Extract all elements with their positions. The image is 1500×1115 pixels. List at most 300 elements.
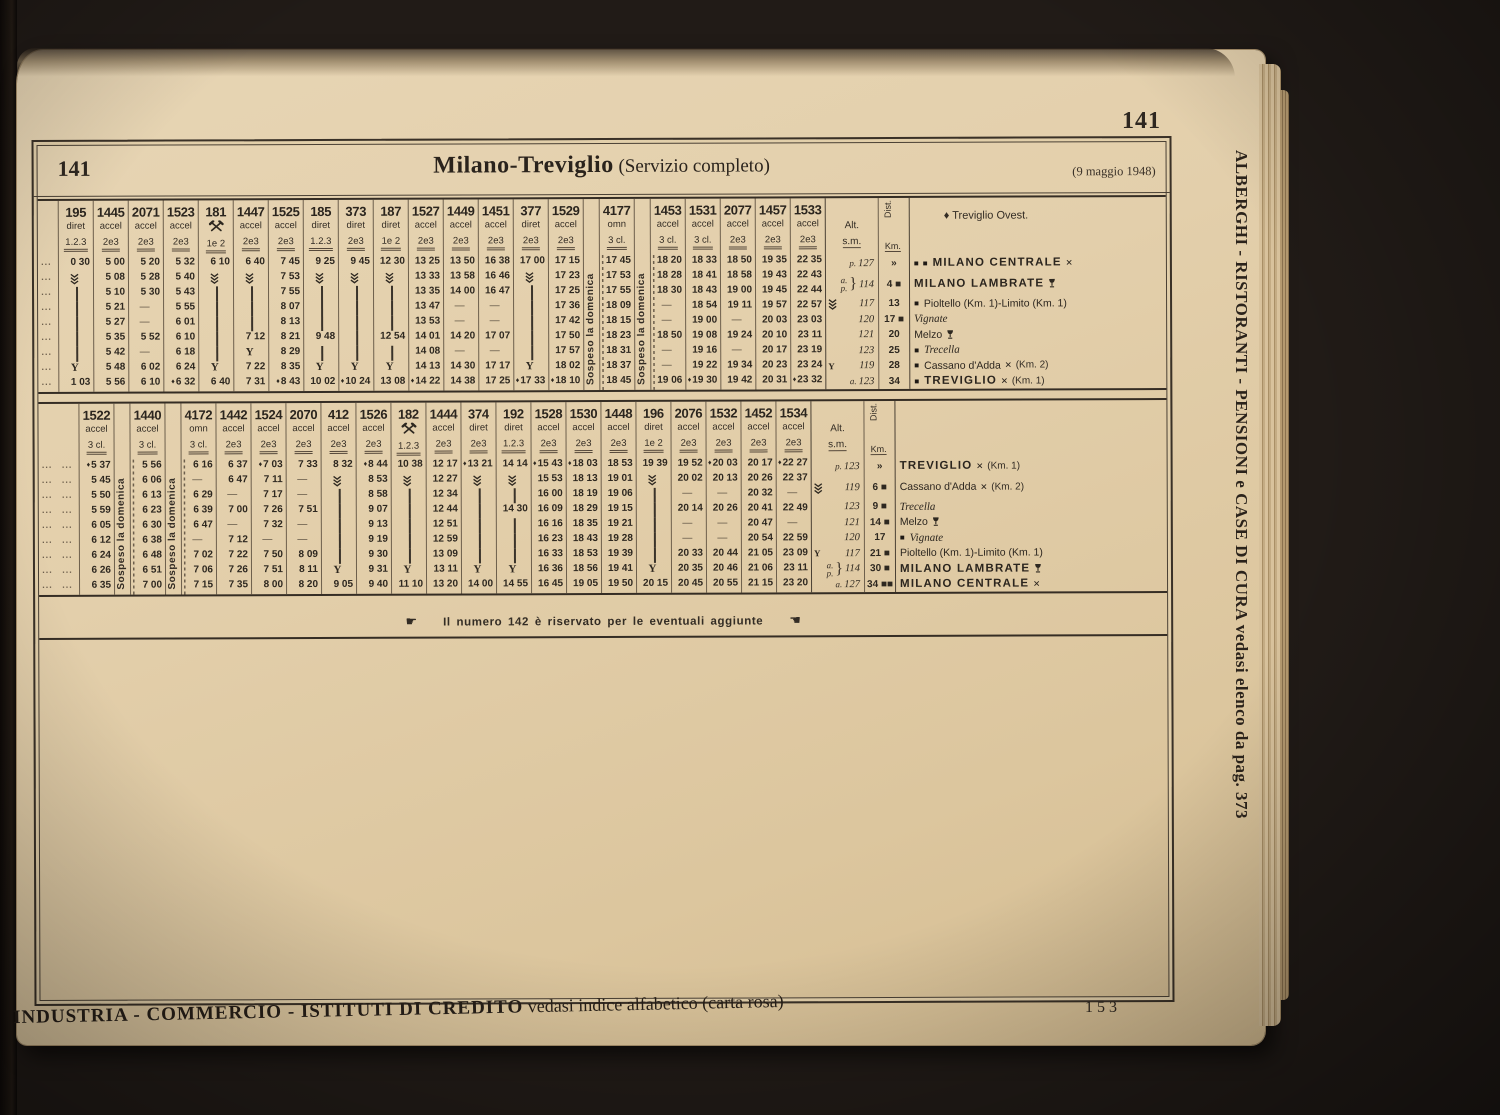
time-cell: 22 43 bbox=[796, 269, 822, 281]
time-cell: 19 24 bbox=[727, 329, 753, 341]
train-column-1440 bbox=[129, 404, 165, 595]
train-column-header bbox=[129, 201, 163, 257]
time-cell: 6 01 bbox=[175, 316, 196, 328]
time-cell: 9 13 bbox=[368, 518, 388, 530]
train-category: accel bbox=[537, 422, 560, 434]
dots-header bbox=[58, 404, 78, 460]
time-cell: ♦20 03 bbox=[708, 457, 738, 469]
time-cell bbox=[234, 286, 268, 301]
time-cell bbox=[444, 345, 478, 360]
train-classes: 2e3 bbox=[750, 437, 768, 452]
train-times bbox=[269, 256, 303, 391]
train-number: 4172 bbox=[184, 407, 213, 423]
arrow-fletching-icon bbox=[199, 271, 233, 286]
dots-body bbox=[39, 460, 59, 595]
station-row bbox=[900, 560, 1167, 576]
time-cell: 19 42 bbox=[727, 374, 753, 386]
row-dots: ... bbox=[62, 579, 73, 590]
altitude-row bbox=[812, 475, 864, 499]
train-number: 377 bbox=[520, 203, 542, 219]
train-number: 2076 bbox=[674, 405, 703, 421]
nonstop-arrow-shaft bbox=[339, 549, 341, 564]
arrow-fork-end-icon: Y bbox=[828, 360, 835, 371]
note-text: Il numero 142 è riservato per le eventuali aggiunte bbox=[443, 615, 764, 629]
side-margin-advert: ALBERGHI - RISTORANTI - PENSIONI e CASE DI CURA vedasi elenco da pag. 373 bbox=[1232, 150, 1251, 820]
train-column-header bbox=[79, 404, 113, 460]
time-cell: 5 00 bbox=[105, 256, 125, 268]
train-times bbox=[672, 458, 706, 593]
time-cell: 6 35 bbox=[91, 579, 112, 591]
altitude-value: 117 bbox=[859, 298, 875, 310]
time-cell: 5 56 bbox=[142, 459, 162, 471]
train-number: 1531 bbox=[688, 202, 717, 218]
train-category: accel bbox=[691, 218, 714, 230]
time-cell: 18 41 bbox=[691, 269, 717, 281]
row-dots: ... bbox=[41, 331, 52, 342]
nonstop-arrow-shaft bbox=[356, 286, 358, 301]
station-name: Vignate bbox=[909, 531, 944, 544]
page-stack-edges bbox=[1259, 64, 1281, 1026]
train-number: 1529 bbox=[551, 203, 580, 219]
distance-column bbox=[878, 198, 910, 389]
time-cell: 7 53 bbox=[280, 271, 300, 283]
train-number: 373 bbox=[345, 203, 367, 219]
train-column-header bbox=[59, 201, 93, 257]
time-cell: 16 09 bbox=[537, 503, 563, 515]
train-column-header bbox=[216, 403, 250, 459]
train-column-header bbox=[531, 402, 565, 458]
station-name: MILANO CENTRALE bbox=[900, 577, 1030, 591]
time-cell: 18 31 bbox=[606, 344, 632, 356]
time-cell: 6 30 bbox=[142, 519, 162, 531]
time-cell bbox=[721, 314, 755, 329]
time-cell bbox=[199, 301, 233, 316]
distance-row: 13 bbox=[888, 298, 900, 310]
time-cell: 22 57 bbox=[797, 299, 823, 311]
train-times bbox=[444, 255, 478, 390]
time-cell: 16 16 bbox=[537, 518, 563, 530]
time-cell: 7 26 bbox=[228, 564, 249, 576]
train-column-header bbox=[356, 403, 390, 459]
time-cell: 22 49 bbox=[782, 502, 808, 514]
time-cell: 17 57 bbox=[555, 345, 581, 357]
train-category: diret bbox=[346, 219, 366, 231]
train-number: 1452 bbox=[744, 405, 773, 421]
train-category: omn bbox=[607, 218, 627, 230]
nonstop-arrow-shaft bbox=[531, 315, 533, 330]
time-cell: 22 44 bbox=[796, 284, 823, 296]
altitude-value: 119 bbox=[844, 481, 860, 493]
altitude-value: 121 bbox=[844, 516, 860, 528]
row-dots: ... bbox=[41, 316, 52, 327]
treviglio-ovest-diamond-icon: ♦ bbox=[687, 376, 692, 384]
train-column-header bbox=[269, 200, 303, 256]
time-cell: 6 48 bbox=[142, 549, 162, 561]
treviglio-ovest-diamond-icon: ♦ bbox=[550, 377, 555, 385]
time-cell: 19 43 bbox=[761, 269, 787, 281]
nonstop-arrow-shaft bbox=[409, 504, 411, 519]
station-row bbox=[914, 373, 1166, 389]
altitude-row bbox=[812, 499, 864, 515]
time-cell: 19 34 bbox=[727, 359, 753, 371]
station-name: MILANO LAMBRATE bbox=[899, 562, 1031, 575]
time-cell: 6 29 bbox=[193, 489, 213, 501]
time-cell: ♦19 30 bbox=[687, 374, 718, 386]
train-number: 1527 bbox=[411, 203, 440, 219]
time-cell: 5 59 bbox=[91, 504, 111, 516]
station-row bbox=[900, 498, 1167, 514]
nonstop-arrow-shaft bbox=[409, 519, 411, 534]
time-cell: 16 23 bbox=[537, 533, 563, 545]
time-cell: 9 30 bbox=[368, 548, 388, 560]
time-cell bbox=[392, 519, 426, 534]
time-cell: 14 30 bbox=[502, 503, 528, 515]
train-column-header bbox=[686, 199, 720, 255]
train-classes: 2e3 bbox=[277, 236, 295, 251]
nonstop-arrow-shaft bbox=[76, 302, 78, 317]
time-cell bbox=[59, 317, 93, 332]
train-classes: 3 cl. bbox=[693, 235, 712, 250]
treviglio-ovest-diamond-icon: ♦ bbox=[340, 377, 345, 385]
time-cell: 1 03 bbox=[70, 376, 91, 388]
time-cell: 13 11 bbox=[433, 563, 459, 575]
time-cell bbox=[514, 360, 548, 375]
row-dots: ... bbox=[62, 564, 73, 575]
train-column-header bbox=[304, 200, 338, 256]
arrow-fork-end-icon: Y bbox=[350, 360, 359, 373]
time-cell: 13 08 bbox=[380, 375, 406, 387]
train-category: accel bbox=[99, 220, 122, 232]
train-classes: 1.2.3 bbox=[397, 441, 420, 456]
time-cell: ♦7 03 bbox=[258, 459, 283, 471]
time-cell: 8 58 bbox=[368, 488, 388, 500]
time-cell: 8 29 bbox=[280, 346, 301, 358]
train-column-header bbox=[251, 403, 285, 459]
time-cell: 10 38 bbox=[397, 458, 423, 470]
train-column-header bbox=[181, 403, 215, 459]
time-cell: 18 53 bbox=[607, 457, 633, 469]
train-classes: 3 cl. bbox=[189, 439, 208, 454]
row-dots: ... bbox=[41, 271, 52, 282]
time-cell: 14 00 bbox=[449, 285, 476, 297]
time-cell: 17 25 bbox=[485, 375, 511, 387]
train-column-header bbox=[776, 401, 810, 457]
train-column-373 bbox=[338, 200, 374, 391]
time-cell: 18 23 bbox=[606, 329, 632, 341]
nonstop-arrow-shaft bbox=[514, 548, 516, 563]
row-dots: ... bbox=[42, 549, 53, 560]
service-squares-icon: ■ bbox=[914, 299, 920, 309]
train-column-1529 bbox=[548, 199, 584, 390]
time-cell bbox=[217, 489, 251, 504]
time-cell bbox=[637, 533, 671, 548]
time-cell bbox=[672, 488, 706, 503]
time-cell: 8 11 bbox=[299, 563, 319, 576]
train-times bbox=[600, 255, 634, 390]
time-cell: 18 20 bbox=[656, 254, 682, 266]
time-cell: 23 11 bbox=[783, 562, 809, 574]
no-stop-dash: — bbox=[454, 315, 465, 327]
train-classes: 2e3 bbox=[102, 237, 120, 252]
nonstop-arrow-shaft bbox=[251, 301, 253, 316]
train-number: 187 bbox=[380, 203, 402, 219]
time-cell bbox=[392, 564, 426, 579]
time-cell bbox=[514, 330, 548, 345]
timetable-milano-to-treviglio bbox=[38, 195, 1167, 394]
time-cell: 7 51 bbox=[298, 503, 318, 516]
time-cell: 14 55 bbox=[502, 578, 529, 590]
train-column-1452 bbox=[740, 401, 776, 592]
train-classes: 1.2.3 bbox=[502, 438, 525, 453]
time-cell: 17 50 bbox=[555, 330, 581, 342]
nonstop-arrow-shaft bbox=[391, 301, 393, 316]
route-title: Milano-Treviglio bbox=[433, 151, 614, 179]
train-category: omn bbox=[189, 423, 208, 435]
arrow-fork-end-icon: Y bbox=[245, 346, 254, 359]
no-stop-dash: — bbox=[297, 519, 308, 531]
reserved-number-note bbox=[39, 604, 1167, 640]
nonstop-arrow-shaft bbox=[391, 346, 393, 361]
train-number: 1451 bbox=[481, 203, 510, 219]
train-column-header bbox=[706, 402, 740, 458]
train-category: accel bbox=[796, 218, 819, 230]
arrow-fork-end-icon: Y bbox=[70, 361, 79, 374]
time-cell: 13 20 bbox=[432, 578, 459, 590]
train-times bbox=[217, 459, 251, 594]
time-cell: ♦8 43 bbox=[276, 376, 301, 388]
nonstop-arrow-shaft bbox=[216, 346, 218, 361]
train-column-1447 bbox=[233, 200, 269, 391]
train-number: 1457 bbox=[758, 202, 787, 218]
train-column-1534 bbox=[775, 401, 811, 592]
time-cell: 18 54 bbox=[692, 299, 718, 311]
train-classes: 2e3 bbox=[785, 437, 803, 452]
train-column-185 bbox=[303, 200, 339, 391]
time-cell: ♦8 44 bbox=[363, 458, 388, 470]
altitude-value: 123 bbox=[858, 375, 875, 387]
train-column-1449 bbox=[443, 199, 479, 390]
time-cell: 7 35 bbox=[228, 579, 249, 591]
train-column-header bbox=[234, 200, 268, 256]
time-cell bbox=[339, 346, 373, 361]
train-column-header bbox=[286, 403, 320, 459]
time-cell: 18 29 bbox=[572, 503, 598, 515]
nonstop-arrow-shaft bbox=[356, 316, 358, 331]
service-squares-icon: ■ bbox=[914, 345, 921, 355]
train-number: 2077 bbox=[723, 202, 752, 218]
station-row bbox=[914, 326, 1166, 342]
time-cell bbox=[287, 489, 321, 504]
station-row bbox=[900, 576, 1167, 592]
treviglio-ovest-diamond-icon: ♦ bbox=[258, 461, 263, 469]
row-dots: ... bbox=[42, 519, 53, 530]
time-cell: ♦22 27 bbox=[778, 457, 808, 469]
time-cell: 8 53 bbox=[368, 473, 388, 485]
train-column-header bbox=[339, 200, 373, 256]
page-number-bottom: 153 bbox=[1085, 999, 1121, 1016]
station-name: MILANO CENTRALE bbox=[932, 256, 1062, 269]
distance-row: 30 ■ bbox=[869, 563, 890, 575]
altitude-header bbox=[811, 401, 863, 457]
treviglio-ovest-diamond-icon: ♦ bbox=[778, 459, 782, 467]
altitude-value: 119 bbox=[859, 360, 875, 372]
time-cell: 14 30 bbox=[450, 360, 476, 372]
time-cell: 20 17 bbox=[762, 344, 788, 356]
arrow-fletching-icon bbox=[339, 271, 373, 286]
time-cell: 18 19 bbox=[572, 488, 598, 500]
altitude-row bbox=[812, 561, 864, 577]
time-cell bbox=[392, 549, 426, 564]
time-cell: 5 50 bbox=[91, 489, 111, 501]
time-cell bbox=[514, 285, 548, 300]
treviglio-ovest-note: ♦ Treviglio Ovest. bbox=[943, 209, 1029, 222]
distance-row: 34 ■■ bbox=[867, 578, 894, 590]
station-name: MILANO LAMBRATE bbox=[913, 277, 1045, 290]
train-times bbox=[549, 255, 583, 390]
time-cell bbox=[234, 316, 268, 331]
time-cell bbox=[199, 286, 233, 301]
row-dots-column bbox=[38, 201, 59, 392]
altitude-column bbox=[810, 401, 864, 592]
station-row bbox=[914, 311, 1166, 327]
time-cell bbox=[304, 286, 338, 301]
time-cell: 21 06 bbox=[747, 562, 774, 574]
time-cell: 23 19 bbox=[797, 344, 823, 356]
time-cell: 13 47 bbox=[415, 300, 441, 312]
train-times bbox=[637, 458, 671, 593]
train-number: 1525 bbox=[271, 204, 300, 220]
train-column-header bbox=[756, 198, 790, 254]
suspended-sunday-column bbox=[634, 199, 651, 390]
train-classes: 2e3 bbox=[470, 438, 488, 453]
train-category: diret bbox=[644, 421, 663, 433]
buffet-goblet-icon bbox=[1044, 277, 1056, 289]
time-cell: 14 08 bbox=[415, 345, 441, 357]
time-cell: 20 14 bbox=[677, 502, 703, 514]
time-cell: 7 22 bbox=[228, 549, 248, 561]
nonstop-arrow-shaft bbox=[409, 534, 411, 549]
train-column-header bbox=[651, 199, 685, 255]
time-cell: 14 14 bbox=[502, 458, 528, 470]
time-cell: 8 13 bbox=[280, 316, 301, 328]
time-cell: 16 47 bbox=[484, 285, 511, 297]
train-classes: 2e3 bbox=[435, 439, 453, 454]
time-cell: 22 37 bbox=[782, 472, 808, 484]
train-column-195 bbox=[58, 201, 94, 392]
time-cell bbox=[374, 346, 408, 361]
train-times bbox=[602, 458, 636, 593]
valid-from-date: (9 maggio 1948) bbox=[1072, 164, 1156, 179]
time-cell: 5 21 bbox=[105, 301, 126, 313]
distance-row: 20 bbox=[888, 329, 900, 341]
time-cell: 18 56 bbox=[572, 563, 599, 575]
train-classes: 2e3 bbox=[575, 438, 593, 453]
time-cell bbox=[637, 563, 671, 578]
time-cell bbox=[777, 517, 811, 532]
no-stop-dash: — bbox=[682, 517, 693, 529]
no-stop-dash: — bbox=[787, 517, 798, 529]
time-cell bbox=[672, 533, 706, 548]
nonstop-arrow-shaft bbox=[654, 548, 656, 563]
time-cell bbox=[374, 361, 408, 376]
time-cell: 18 09 bbox=[606, 299, 632, 311]
time-cell: 20 32 bbox=[747, 487, 773, 499]
nonstop-arrow-shaft bbox=[391, 316, 393, 331]
time-cell: 12 30 bbox=[379, 255, 405, 267]
time-cell: 14 13 bbox=[415, 360, 441, 372]
pointing-hand-left-icon: ☚ bbox=[789, 612, 801, 628]
altitude-header bbox=[826, 198, 878, 254]
time-cell: 19 28 bbox=[607, 532, 633, 544]
row-dots: ... bbox=[61, 474, 73, 485]
time-cell: 19 11 bbox=[727, 299, 753, 311]
train-column-1533 bbox=[790, 198, 826, 389]
time-cell: 12 34 bbox=[432, 488, 458, 500]
time-cell: 6 26 bbox=[91, 564, 112, 576]
distance-units-label: Km. bbox=[884, 240, 901, 252]
time-cell: 22 35 bbox=[796, 254, 822, 266]
page-number-top-left: 141 bbox=[57, 155, 91, 181]
train-classes: 2e3 bbox=[347, 236, 365, 251]
page-curl bbox=[17, 48, 1235, 78]
train-column-header bbox=[374, 200, 408, 256]
time-cell: 16 38 bbox=[484, 255, 510, 267]
train-column-1444 bbox=[425, 402, 461, 593]
train-column-header bbox=[409, 200, 443, 256]
time-cell: 5 45 bbox=[91, 474, 111, 486]
arrow-fletching-icon bbox=[637, 473, 671, 488]
train-column-192 bbox=[495, 402, 531, 593]
time-cell: 18 30 bbox=[656, 284, 683, 296]
nonstop-arrow-shaft bbox=[479, 533, 481, 548]
arrival-departure-mark: a. bbox=[849, 376, 857, 387]
train-category: accel bbox=[747, 421, 770, 433]
nonstop-arrow-shaft bbox=[514, 488, 516, 503]
time-cell: 8 20 bbox=[298, 578, 319, 591]
train-times bbox=[651, 255, 685, 390]
time-cell: 13 35 bbox=[414, 285, 441, 297]
arrow-fork-end-icon: Y bbox=[385, 360, 394, 373]
train-column-header bbox=[391, 403, 425, 459]
altitude-label: Alt. bbox=[830, 423, 845, 435]
time-cell: 7 02 bbox=[193, 549, 213, 561]
nonstop-arrow-shaft bbox=[339, 504, 341, 519]
train-times bbox=[287, 459, 321, 594]
distance-row: 14 ■ bbox=[869, 516, 890, 528]
nonstop-arrow-shaft bbox=[531, 345, 533, 360]
distance-row: 25 bbox=[888, 344, 900, 356]
no-stop-dash: — bbox=[297, 534, 308, 546]
row-dots: ... bbox=[42, 579, 53, 590]
time-cell: 5 08 bbox=[105, 271, 125, 283]
distance-column bbox=[863, 401, 895, 592]
brace-glyph: } bbox=[849, 275, 858, 293]
distance-row: 6 ■ bbox=[872, 481, 887, 493]
train-category: accel bbox=[222, 423, 245, 435]
arrow-fletching-icon bbox=[322, 474, 356, 489]
dots-body bbox=[59, 460, 79, 595]
train-number: 1444 bbox=[429, 406, 458, 422]
nonstop-arrow-shaft bbox=[654, 488, 656, 503]
train-column-187 bbox=[373, 200, 409, 391]
row-dots: ... bbox=[41, 256, 52, 267]
time-cell: ♦6 32 bbox=[171, 376, 196, 388]
station-km-suffix: (Km. 1) bbox=[987, 460, 1021, 472]
time-cell: 7 45 bbox=[280, 256, 300, 268]
page-stack-edges-outer bbox=[1280, 90, 1289, 1000]
time-cell: 5 20 bbox=[140, 256, 160, 268]
time-cell: 9 19 bbox=[368, 533, 388, 545]
